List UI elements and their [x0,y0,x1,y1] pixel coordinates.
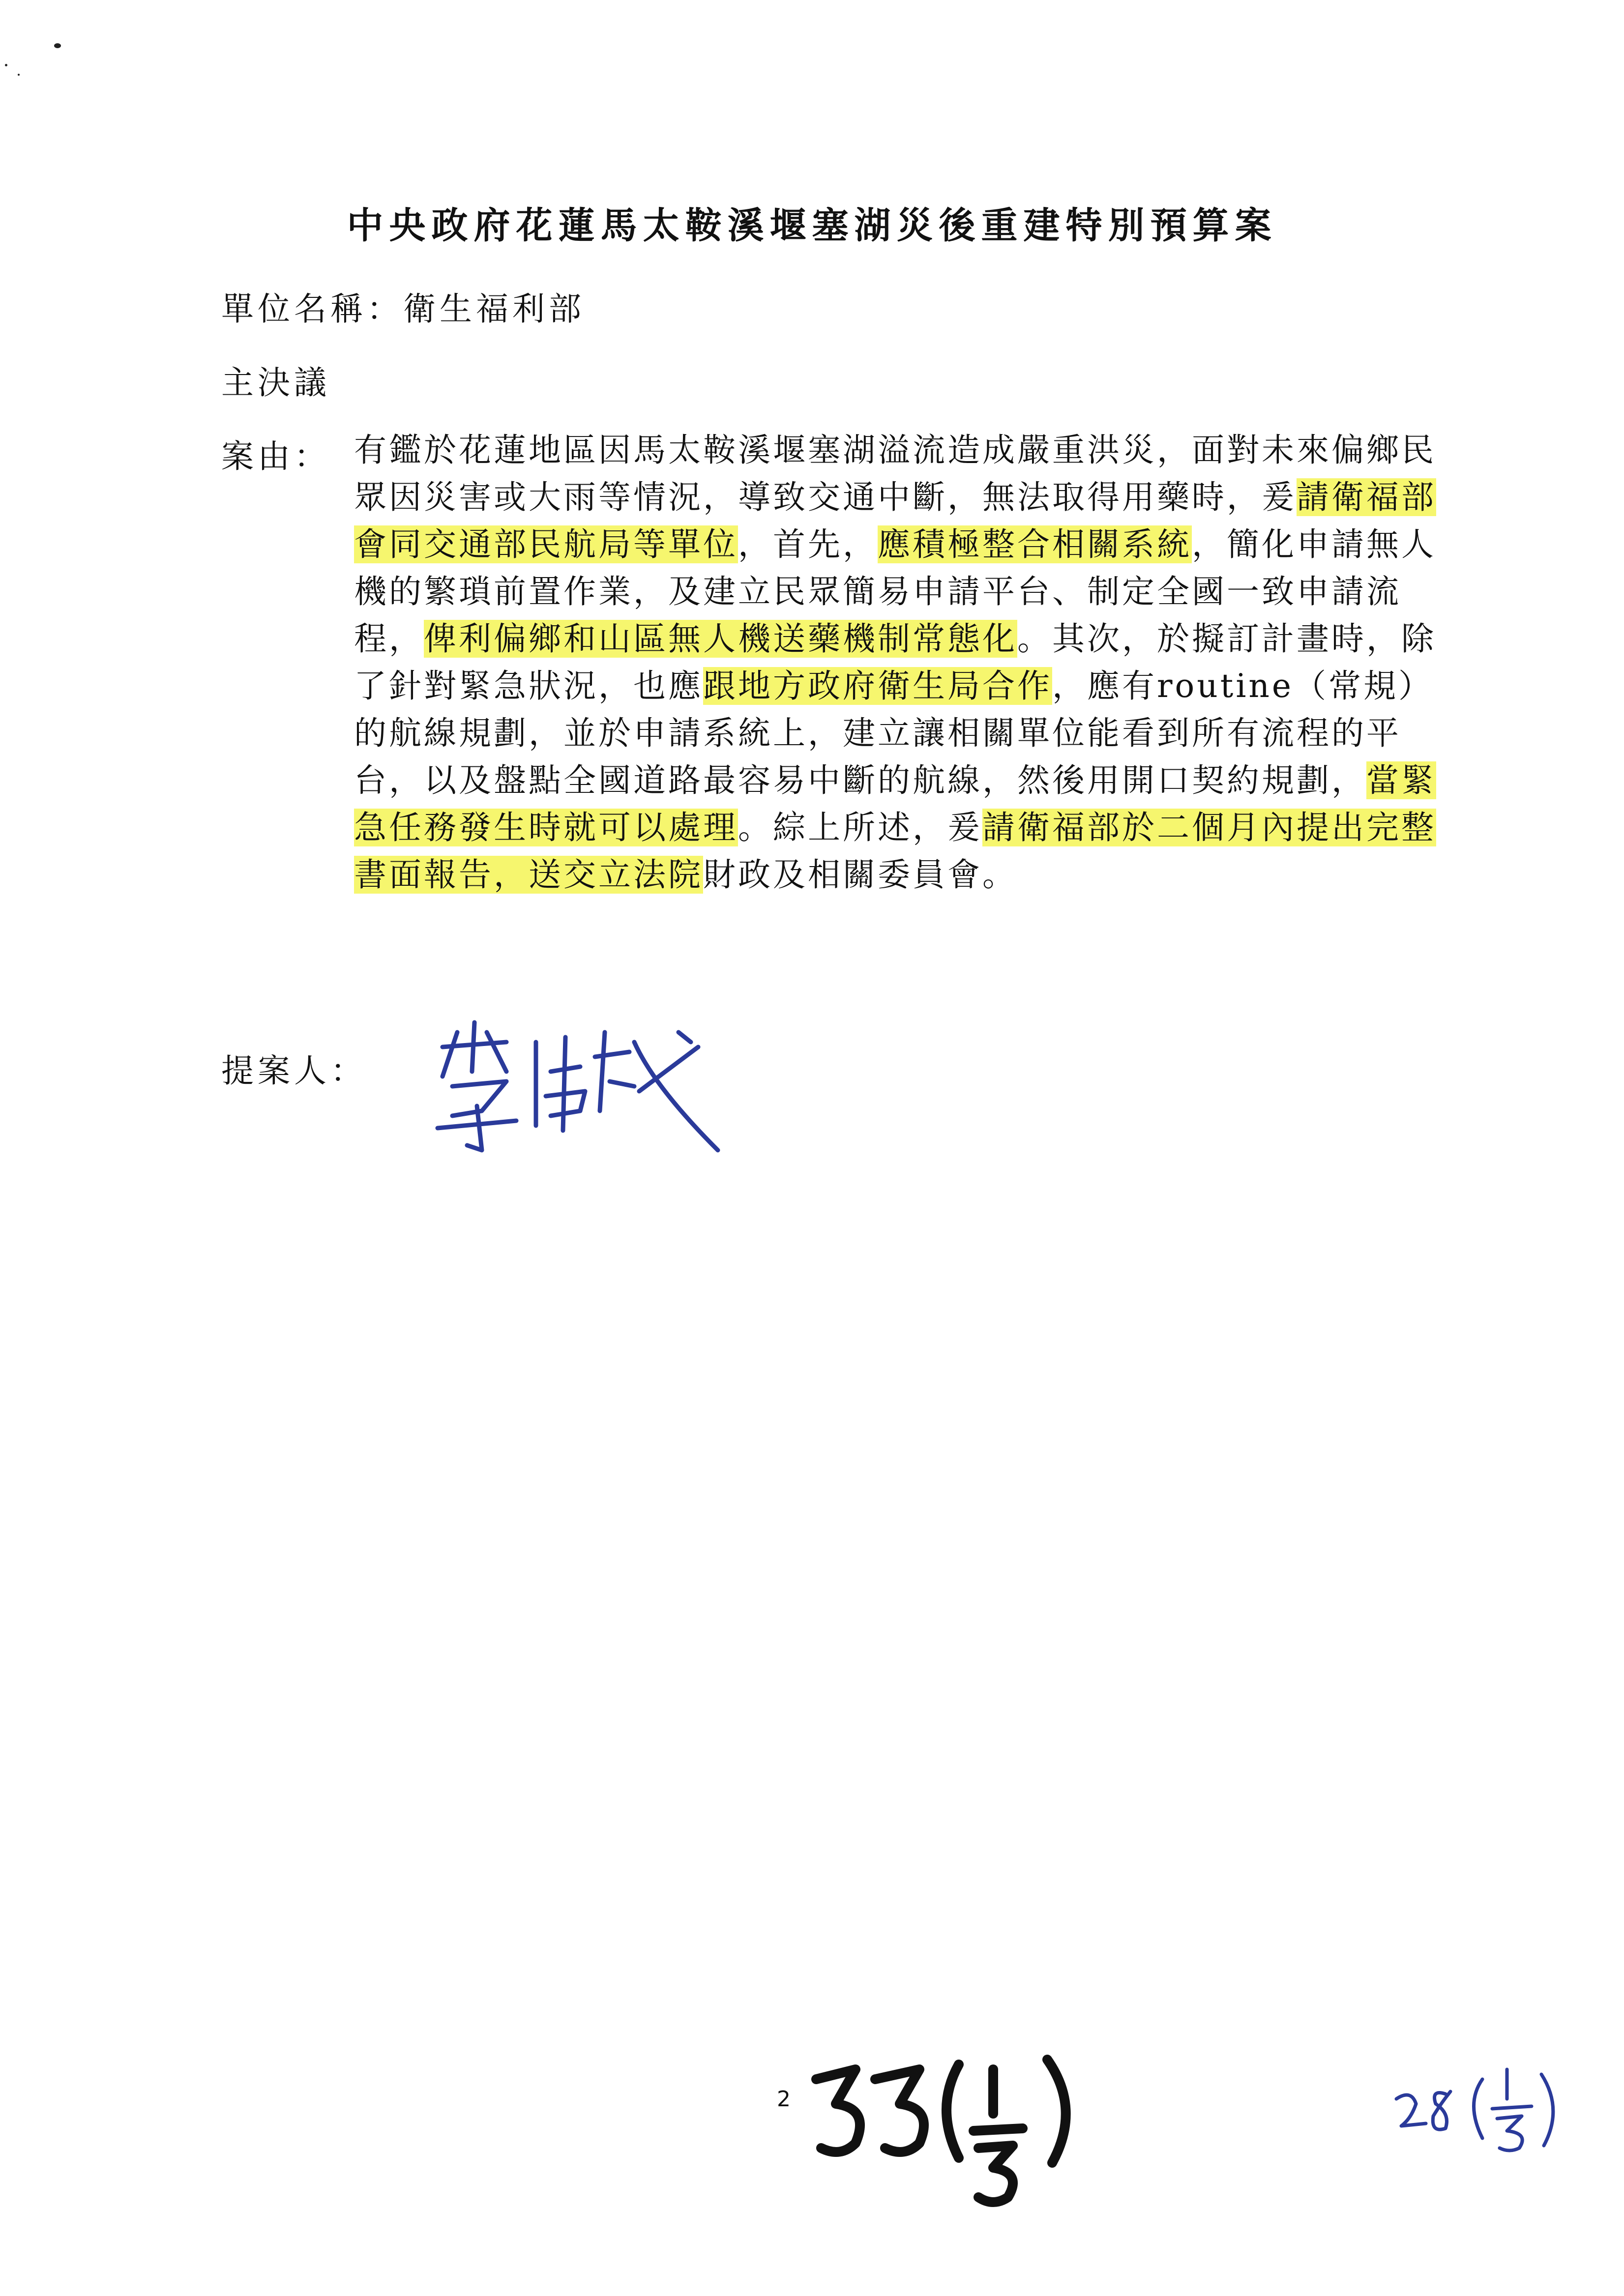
reason-text: ，簡化申請無人機的繁瑣前置作業，及建立民眾簡易申請平台、制定全國一致申請流程， [354,525,1436,658]
reason-text: 。綜上所述，爰 [738,809,982,846]
reason-text: 有鑑於花蓮地區因馬太鞍溪堰塞湖溢流造成嚴重洪災，面對未來偏鄉民眾因災害或大雨等情況，導致交通中斷，無法取得用藥時，爰 [354,431,1436,516]
reason-body [354,427,1455,899]
scan-speck [54,43,61,48]
handwritten-page-mark [806,2050,1101,2212]
highlighted-text: 應積極整合相關系統 [878,525,1192,563]
highlighted-text: 俾利偏鄉和山區無人機送藥機制常態化 [424,620,1017,658]
reason-text: ，應有routine（常規）的航線規劃，並於申請系統上，建立讓相關單位能看到所有流程的平台，以及盤點全國道路最容易中斷的航線，然後用開口契約規劃， [354,667,1433,799]
page-number: 2 [777,2087,791,2112]
reason-text: 財政及相關委員會。 [703,856,1017,894]
reason-text: ，首先， [738,525,878,563]
highlighted-text: 跟地方政府衛生局合作 [703,667,1052,705]
proposer-label: 提案人： [221,1052,367,1090]
handwritten-blue-mark [1391,2060,1568,2163]
resolution-heading: 主決議 [221,364,330,402]
highlighted-text: 請衛福部會同交通部民航局等單位 [354,478,1436,563]
document-title: 中央政府花蓮馬太鞍溪堰塞湖災後重建特別預算案 [347,204,1277,247]
scan-speck [5,64,7,66]
highlighted-text: 當緊急任務發生時就可以處理 [354,761,1436,846]
unit-name: 單位名稱：衛生福利部 [221,290,585,328]
reason-label: 案由： [221,437,330,475]
highlighted-text: 請衛福部於二個月內提出完整書面報告，送交立法院 [354,809,1436,894]
handwritten-signature [423,1013,738,1165]
scan-speck [18,74,20,76]
reason-text: 。其次，於擬訂計畫時，除了針對緊急狀況，也應 [354,620,1436,705]
